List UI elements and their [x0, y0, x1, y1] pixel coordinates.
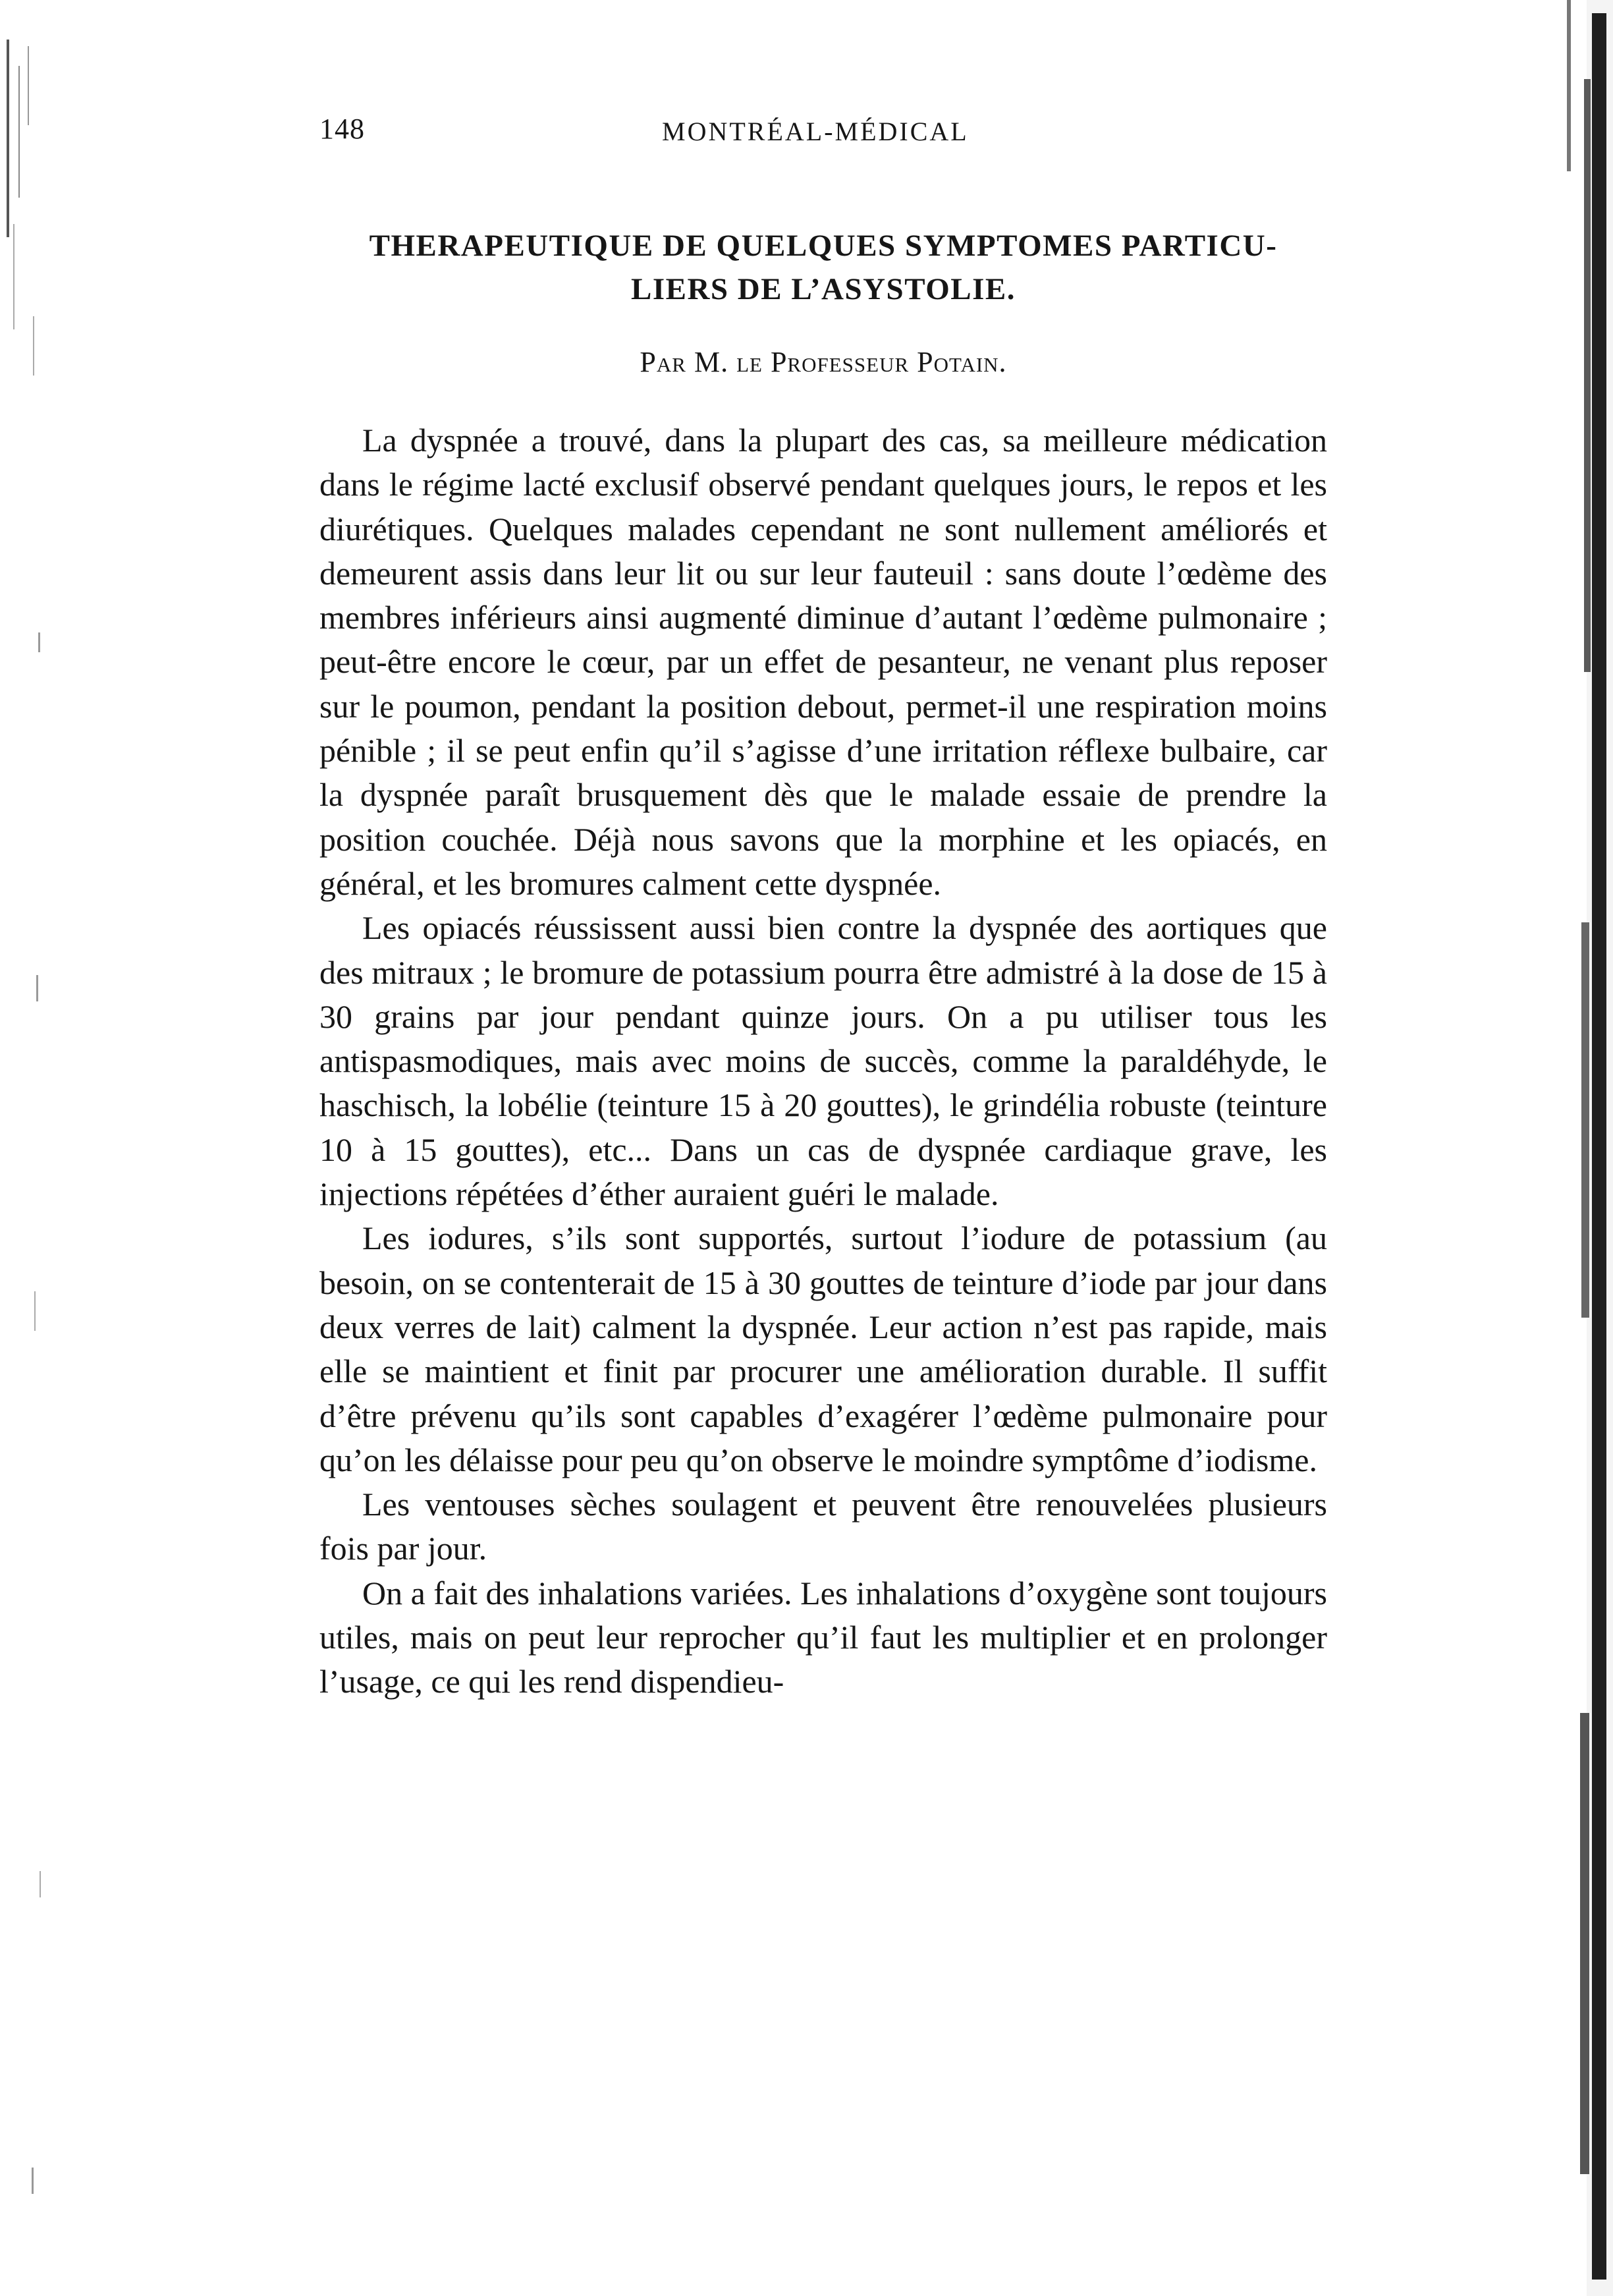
article-title — [319, 224, 1327, 311]
paragraph: On a fait des inhalations variées. Les inhalations d’oxygène sont toujours utiles, mais on peut leur reprocher qu’il faut les multiplier et en prolonger l’usage, ce qui les rend dispendieu- — [319, 1574, 1327, 1700]
article-body — [319, 418, 1327, 1704]
paragraph: Les ventouses sèches soulagent et peuvent être renouvelées plusieurs fois par jour. — [319, 1486, 1327, 1567]
paragraph: Les opiacés réussissent aussi bien contre la dyspnée des aortiques que des mitraux ; le bromure de potassium pourra être admistré à la dose de 15 à 30 grains par jour pendant quinze jours. On a pu utiliser tous les antispasmodiques, mais avec moins de succès, comme la paraldéhyde, le haschisch, la lobélie (teinture 15 à 20 gouttes), le grindélia robuste (teinture 10 à 15 gouttes), etc... Dans un cas de dyspnée cardiaque grave, les injections répétées d’éther auraient guéri le malade. — [319, 909, 1327, 1213]
scan-edge-right — [1541, 0, 1613, 2296]
byline: Par M. le Professeur Potain. — [640, 346, 1007, 378]
article-title-line-2: LIERS DE L’ASYSTOLIE. — [630, 272, 1016, 306]
running-header — [319, 112, 1327, 171]
paragraph: Les iodures, s’ils sont supportés, surtout l’iodure de potassium (au besoin, on se contenterait de 15 à 30 gouttes de teinture d’iode par jour dans deux verres de lait) calment la dyspnée. Leur action n’est pas rapide, mais elle se maintient et finit par procurer une amélioration durable. Il suffit d’être prévenu qu’ils sont capables d’exagérer l’œdème pulmonaire pour qu’on les délaisse pour peu qu’on observe le moindre symptôme d’iodisme. — [319, 1219, 1327, 1478]
article-title-line-1: THERAPEUTIQUE DE QUELQUES SYMPTOMES PARTICU- — [369, 229, 1278, 263]
scan-edge-left — [0, 40, 46, 2280]
page-number: 148 — [319, 113, 365, 145]
paragraph: La dyspnée a trouvé, dans la plupart des cas, sa meilleure médication dans le régime lacté exclusif observé pendant quelques jours, le repos et les diurétiques. Quelques malades cependant ne sont nullement améliorés et demeurent assis dans leur lit ou sur leur fauteuil : sans doute l’œdème des membres inférieurs ainsi augmenté diminue d’autant l’œdème pulmonaire ; peut-être encore le cœur, par un effet de pesanteur, ne venant plus reposer sur le poumon, pendant la position debout, permet-il une respiration moins pénible ; il se peut enfin qu’il s’agisse d’une irritation réflexe bulbaire, car la dyspnée paraît brusquement dès que le malade essaie de prendre la position couchée. Déjà nous savons que la morphine et les opiacés, en général, et les bromures calment cette dyspnée. — [319, 422, 1327, 902]
page-content — [319, 112, 1327, 1704]
journal-title: MONTRÉAL-MÉDICAL — [662, 117, 969, 146]
